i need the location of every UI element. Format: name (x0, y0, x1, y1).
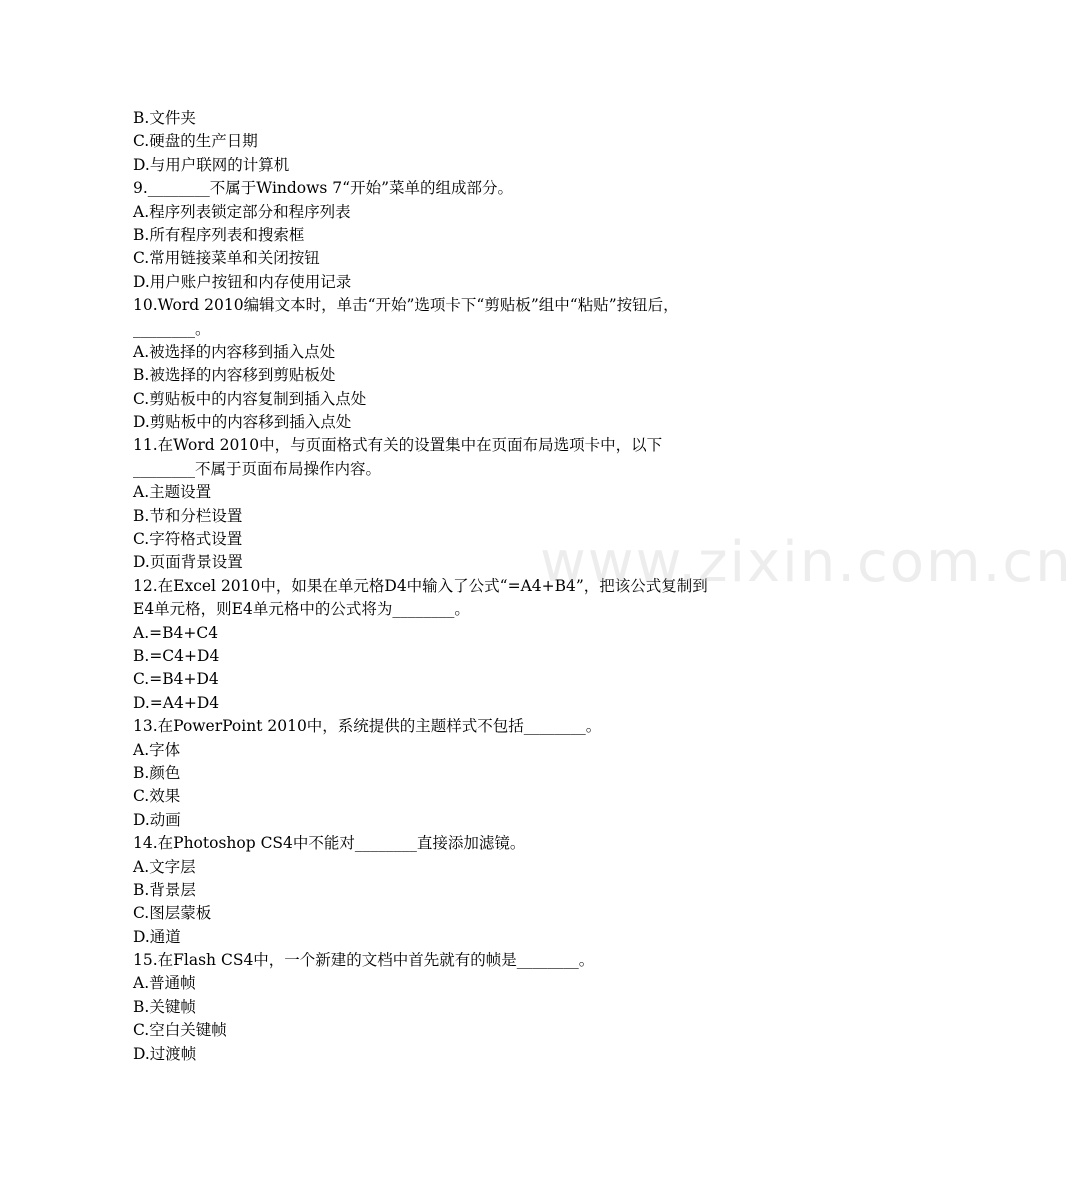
text-line: B.所有程序列表和搜索框 (133, 225, 305, 244)
text-line: C.硬盘的生产日期 (133, 132, 258, 151)
text-line: D.用户账户按钮和内存使用记录 (133, 272, 352, 291)
text-line: C.效果 (133, 787, 181, 806)
text-line: D.剪贴板中的内容移到插入点处 (133, 413, 352, 432)
text-line: E4单元格，则E4单元格中的公式将为________。 (133, 600, 470, 619)
text-line: C.=B4+D4 (133, 670, 219, 689)
text-line: C.图层蒙板 (133, 904, 212, 923)
text-line: C.剪贴板中的内容复制到插入点处 (133, 389, 367, 408)
text-line: 10.Word 2010编辑文本时，单击“开始”选项卡下“剪贴板”组中“粘贴”按钮后， (133, 296, 679, 315)
text-line: B.文件夹 (133, 109, 196, 127)
text-line: C.空白关键帧 (133, 1021, 227, 1040)
text-line: A.程序列表锁定部分和程序列表 (133, 202, 351, 221)
text-line: A.=B4+C4 (133, 623, 219, 642)
text-line: B.=C4+D4 (133, 646, 220, 665)
text-line: B.颜色 (133, 763, 181, 782)
text-line: B.关键帧 (133, 997, 196, 1016)
text-line: D.与用户联网的计算机 (133, 155, 290, 174)
text-line: D.过渡帧 (133, 1044, 197, 1063)
text-line: 14.在Photoshop CS4中不能对________直接添加滤镜。 (133, 834, 526, 853)
text-line: B.背景层 (133, 880, 196, 899)
text-line: D.=A4+D4 (133, 693, 220, 712)
text-line: B.被选择的内容移到剪贴板处 (133, 366, 336, 385)
text-line: A.普通帧 (133, 974, 196, 993)
text-line: 12.在Excel 2010中，如果在单元格D4中输入了公式“=A4+B4”，把该公式复制到 (133, 576, 708, 595)
document-body (133, 107, 793, 1066)
text-line: 9.________不属于Windows 7“开始”菜单的组成部分。 (133, 179, 514, 198)
text-line: C.常用链接菜单和关闭按钮 (133, 249, 320, 268)
text-line: 13.在PowerPoint 2010中，系统提供的主题样式不包括________。 (133, 717, 602, 736)
watermark: www.zixin.com.cn (540, 530, 1073, 595)
text-line: A.主题设置 (133, 483, 212, 502)
text-line: D.通道 (133, 927, 181, 946)
text-line: 11.在Word 2010中，与页面格式有关的设置集中在页面布局选项卡中，以下 (133, 436, 663, 455)
text-line: B.节和分栏设置 (133, 506, 243, 525)
text-line: ________不属于页面布局操作内容。 (133, 459, 382, 478)
text-line: A.文字层 (133, 857, 196, 876)
text-line: C.字符格式设置 (133, 530, 243, 549)
text-line: A.字体 (133, 740, 181, 759)
text-line: A.被选择的内容移到插入点处 (133, 342, 336, 361)
text-line: D.动画 (133, 810, 181, 829)
text-line: ________。 (133, 319, 211, 338)
text-line: 15.在Flash CS4中，一个新建的文档中首先就有的帧是________。 (133, 951, 595, 970)
text-line: D.页面背景设置 (133, 553, 243, 572)
